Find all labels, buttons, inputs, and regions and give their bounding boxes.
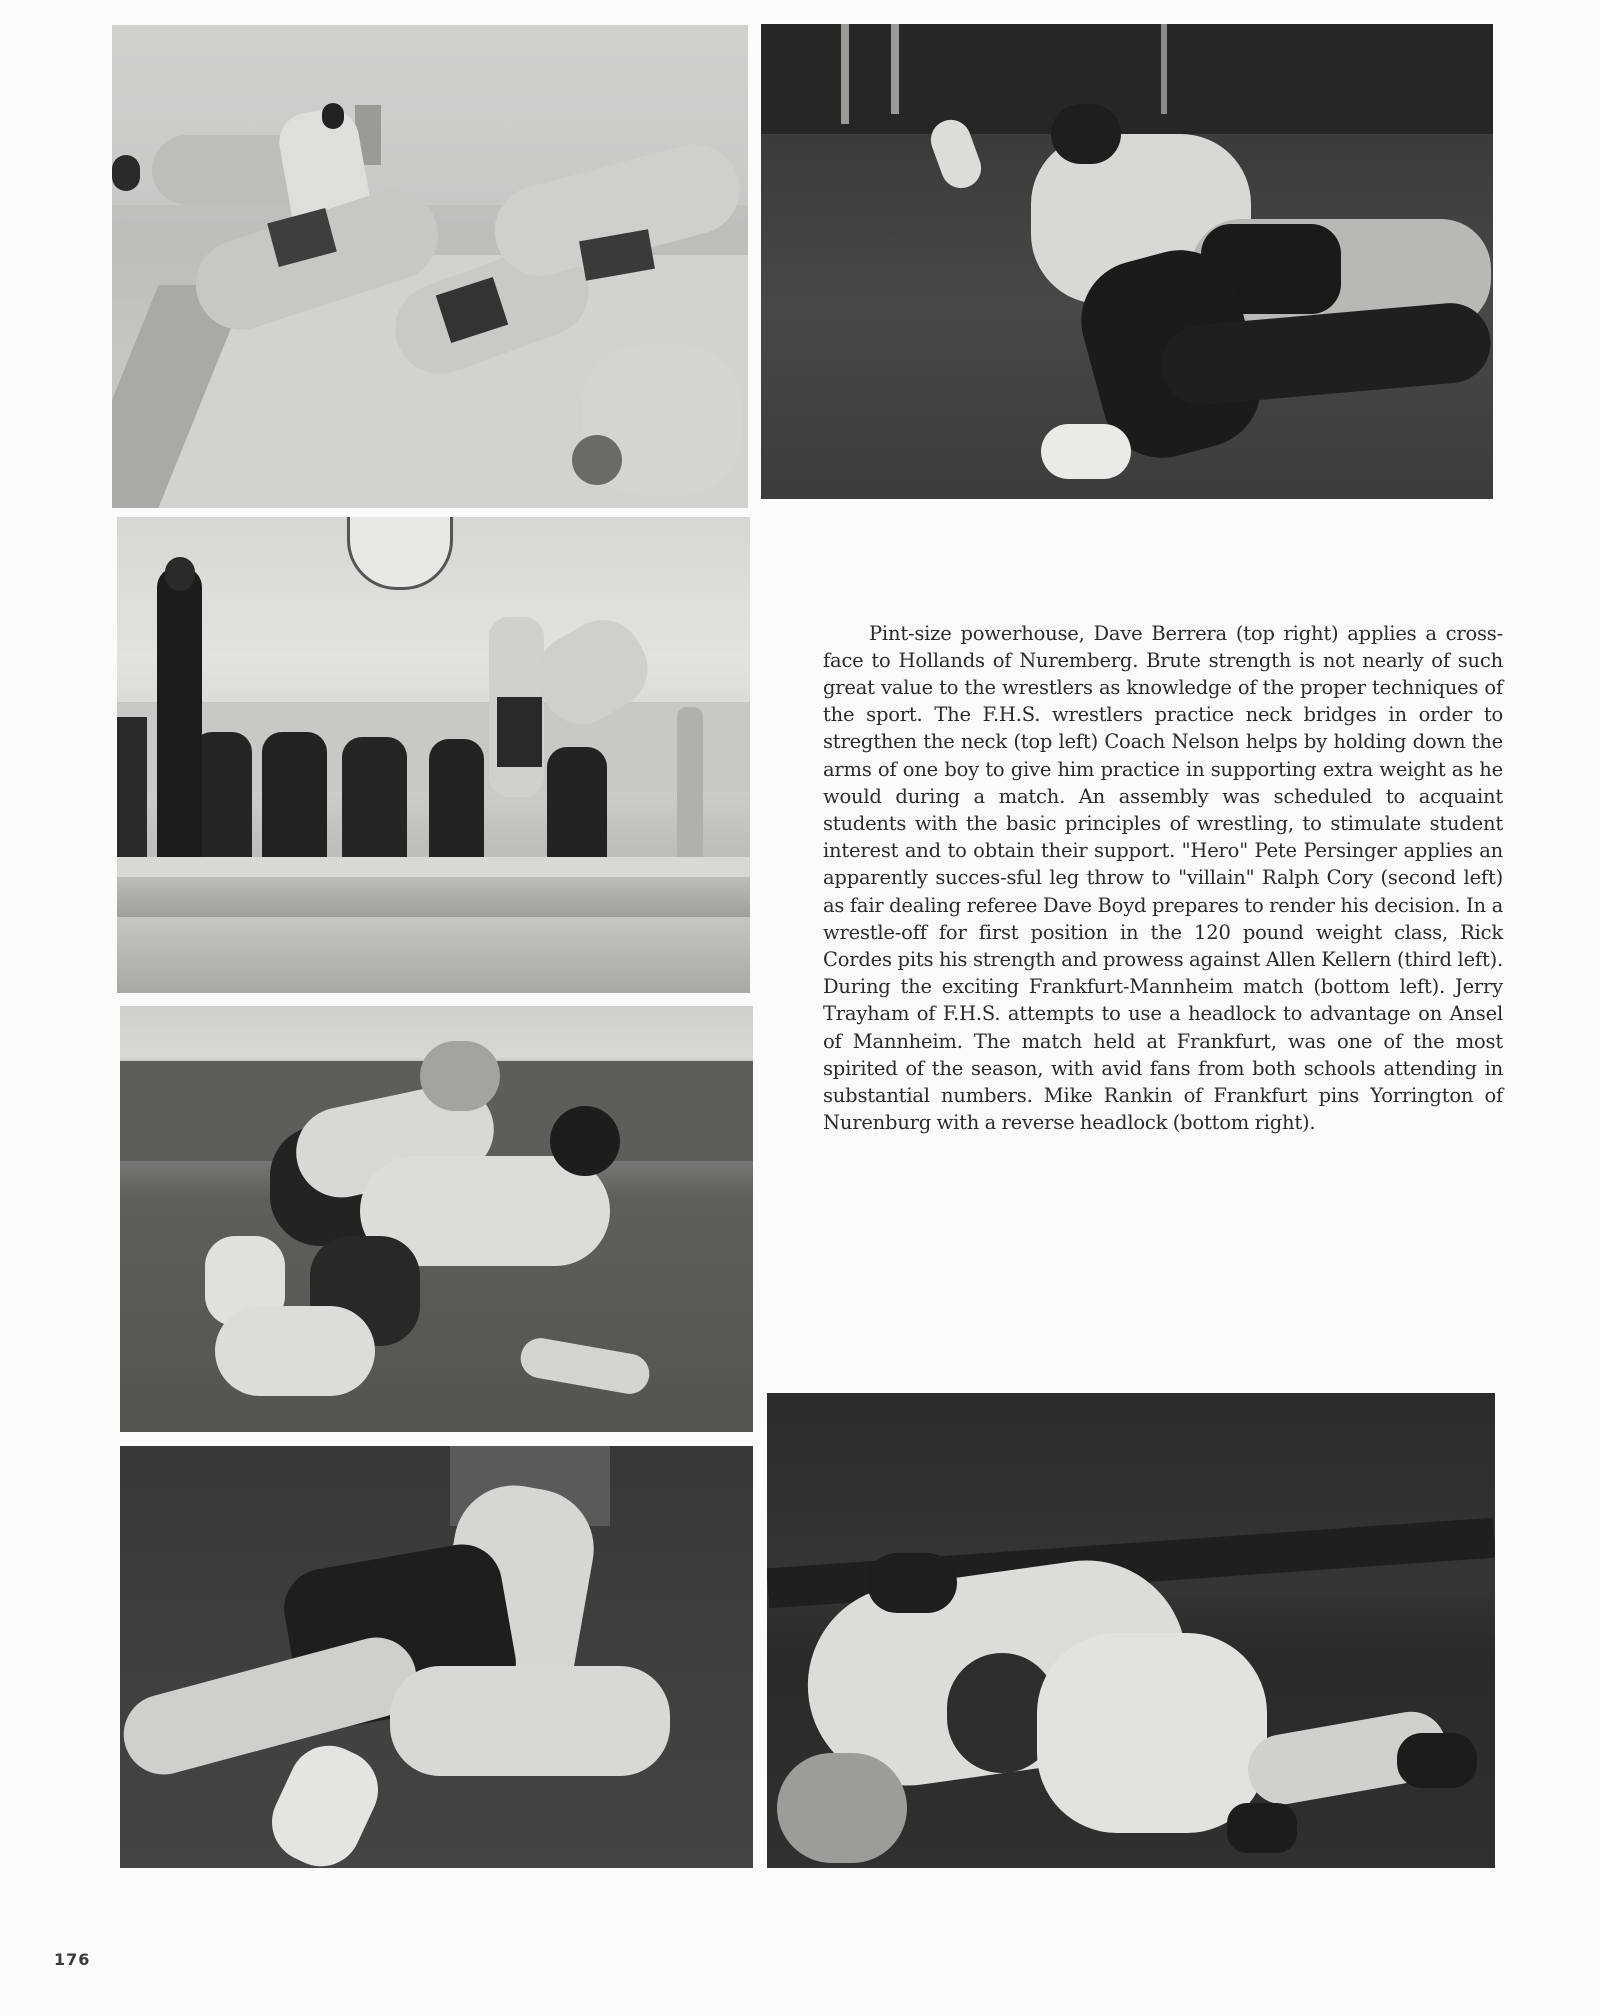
bleachers: [761, 24, 1493, 134]
shoe: [1397, 1733, 1477, 1788]
spectator: [677, 707, 703, 877]
hand: [518, 1335, 653, 1397]
shoe: [1041, 424, 1131, 479]
wrestler-head: [867, 1553, 957, 1613]
singlet: [497, 697, 542, 767]
shoe: [259, 1733, 391, 1868]
wrestler-body: [1037, 1633, 1267, 1833]
photo-headlock: [120, 1446, 753, 1868]
mat-edge: [117, 877, 750, 917]
sock-leg: [215, 1306, 375, 1396]
photo-cross-face: [761, 24, 1493, 499]
photo-neck-bridges: [112, 25, 748, 508]
wrestler-head: [550, 1106, 620, 1176]
wrestler-head: [420, 1041, 500, 1111]
wrestler-bottom: [390, 1666, 670, 1776]
coach-head: [322, 103, 344, 129]
photo-reverse-headlock: [767, 1393, 1495, 1868]
shoe: [1227, 1803, 1297, 1853]
wrestler-head: [112, 155, 140, 191]
wrestler-head: [1051, 104, 1121, 164]
wrestler-leg: [120, 1629, 425, 1784]
chair-leg: [841, 24, 849, 124]
photo-assembly-leg-throw: [117, 517, 750, 993]
caption-text: Pint-size powerhouse, Dave Berrera (top right) applies a cross-face to Hollands of Nuremberg. Brute strength is not nearly of such great value to the wrestlers as knowledge of the proper techniques of the sport. The F.H.S. wrestlers practice neck bridges in order to stregthen the neck (top left) Coach Nelson helps by holding down the arms of one boy to give him practice in supporting extra weight as he would during a match. An assembly was scheduled to acquaint students with the basic principles of wrestling, to stimulate student interest and to obtain their support. "Hero" Pete Persinger applies an apparently succes-sful leg throw to "villain" Ralph Cory (second left) as fair dealing referee Dave Boyd prepares to render his decision. In a wrestle-off for first position in the 120 pound weight class, Rick Cordes pits his strength and prowess against Allen Kellern (third left). During the exciting Frankfurt-Mannheim match (bottom left). Jerry Trayham of F.H.S. attempts to use a headlock to advantage on Ansel of Mannheim. The match held at Frankfurt, was one of the most spirited of the season, with avid fans from both schools attending in substantial numbers. Mike Rankin of Frankfurt pins Yorrington of Nurenburg with a reverse headlock (bottom right).: [823, 621, 1503, 1135]
referee: [157, 567, 202, 897]
page-number: 176: [54, 1950, 91, 1969]
photo-wrestle-off: [120, 1006, 753, 1432]
referee-head: [165, 557, 195, 591]
chair-leg: [1161, 24, 1167, 114]
wrestler-head: [572, 435, 622, 485]
cheerleader: [117, 717, 147, 877]
school-emblem: [347, 517, 453, 590]
wrestler-head: [777, 1753, 907, 1863]
chair-leg: [891, 24, 899, 114]
